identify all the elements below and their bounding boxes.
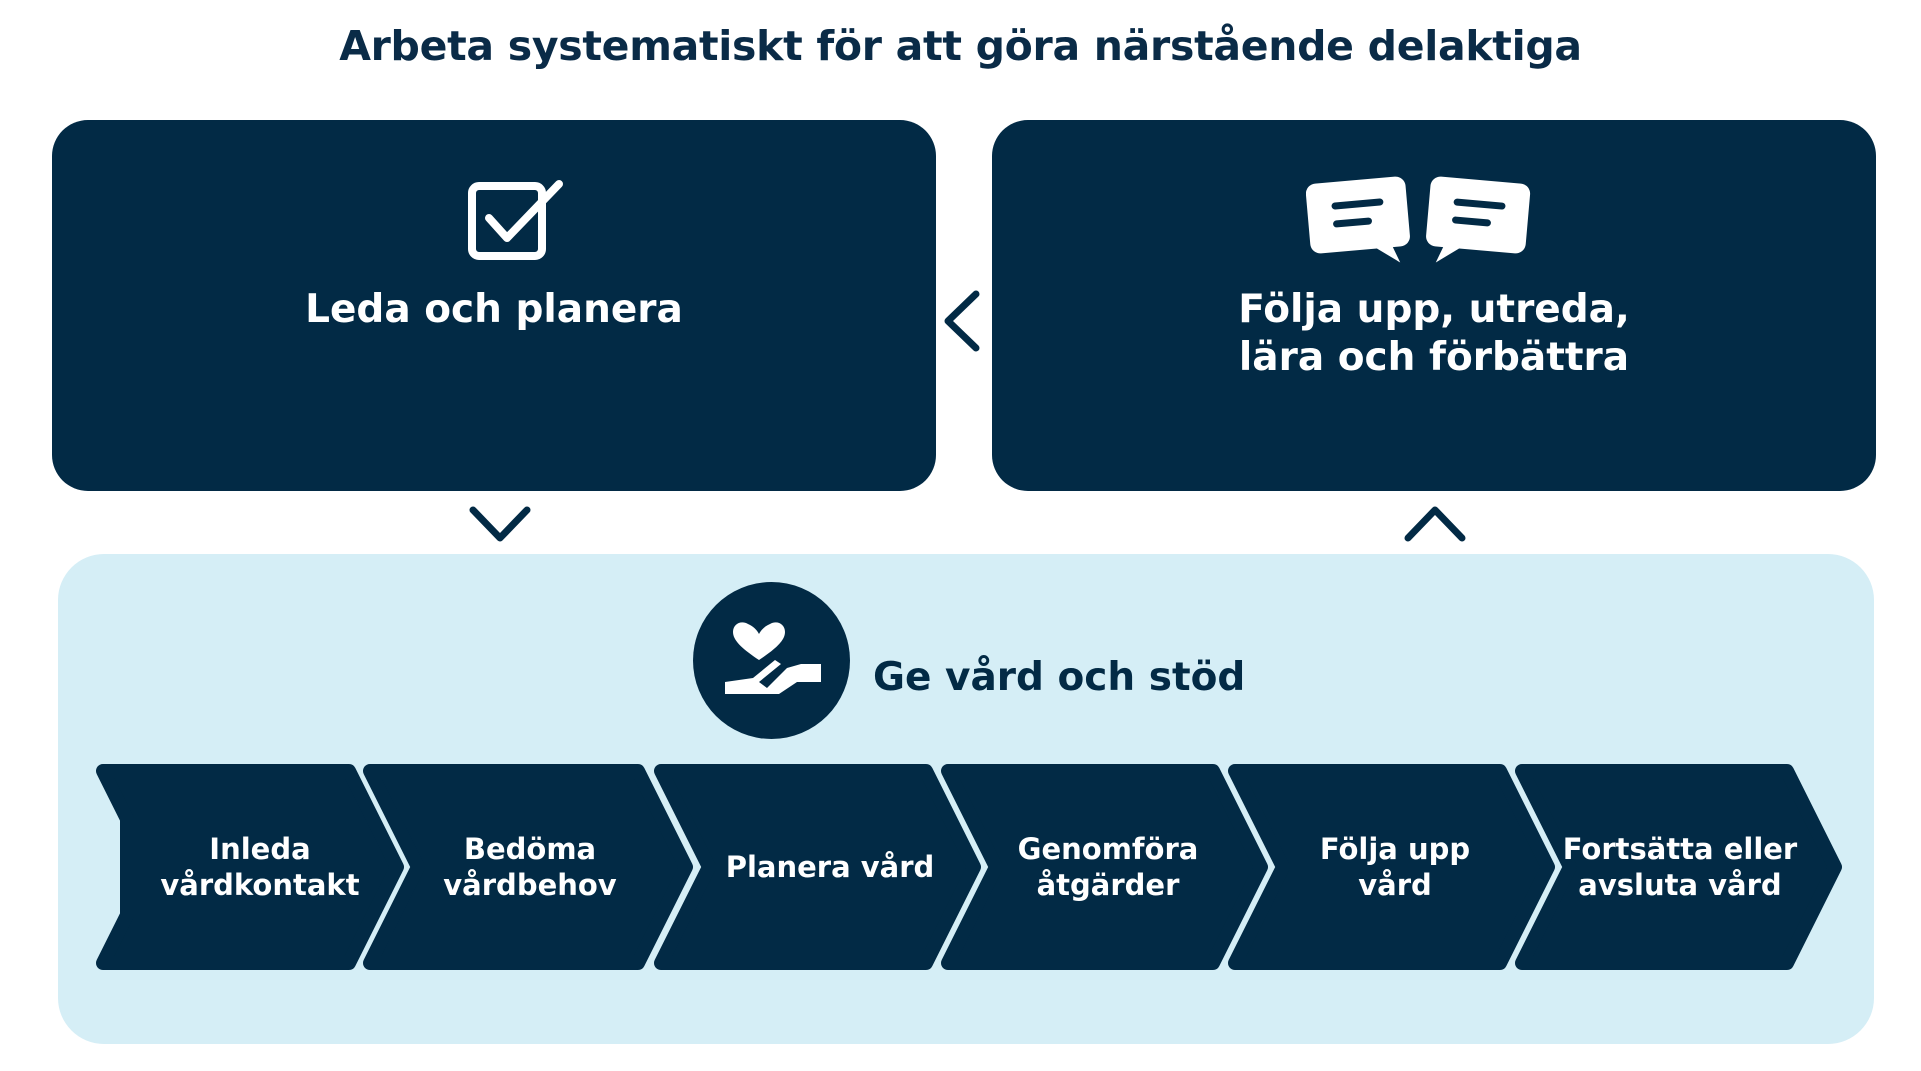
- lead-and-plan-label: Leda och planera: [305, 287, 683, 332]
- step-1-line2: vårdkontakt: [160, 868, 360, 902]
- step-5-line1: Följa upp: [1319, 832, 1471, 866]
- step-6: [1560, 764, 1800, 970]
- step-6-line2: avsluta vård: [1578, 868, 1782, 902]
- step-6-line1: Fortsätta eller: [1562, 832, 1798, 866]
- care-panel-label: Ge vård och stöd: [873, 655, 1246, 700]
- page-title: Arbeta systematiskt för att göra närstående delaktiga: [339, 22, 1582, 70]
- step-4-line1: Genomföra: [1017, 832, 1199, 866]
- step-1-line1: Inleda: [209, 832, 311, 866]
- follow-up-label-line1: Följa upp, utreda,: [1238, 287, 1630, 332]
- step-4-line2: åtgärder: [1036, 868, 1180, 902]
- step-5: [1290, 764, 1500, 970]
- step-2-line1: Bedöma: [463, 832, 597, 866]
- follow-up-label-line2: lära och förbättra: [1238, 335, 1630, 380]
- step-2: [425, 764, 635, 970]
- step-1: [150, 764, 370, 970]
- step-3-line1: Planera vård: [725, 850, 935, 884]
- step-4: [1002, 764, 1214, 970]
- step-2-line2: vårdbehov: [443, 868, 617, 902]
- step-3: [715, 764, 945, 970]
- step-5-line2: vård: [1358, 868, 1432, 902]
